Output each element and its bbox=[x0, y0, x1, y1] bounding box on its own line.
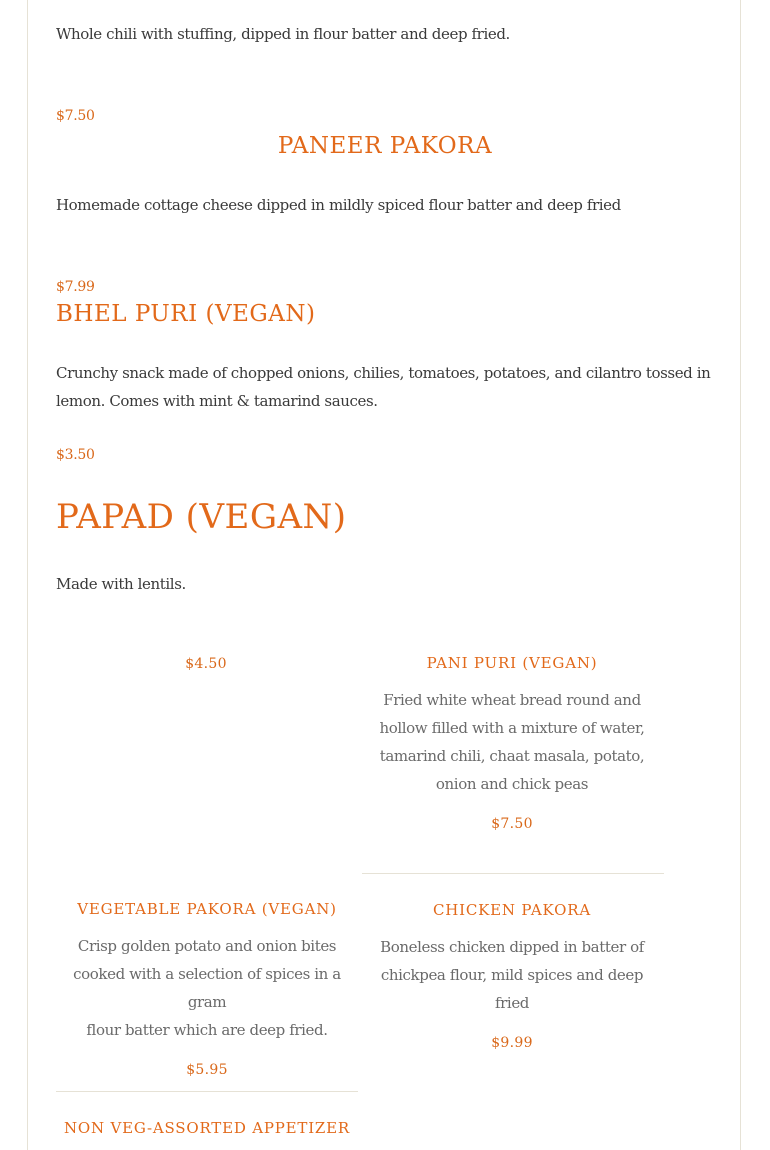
non-veg-assorted-card bbox=[56, 1119, 358, 1137]
chicken-pakora-card bbox=[362, 901, 662, 1051]
pani-puri-description-line: Fried white wheat bread round and bbox=[383, 691, 641, 709]
paneer-pakora-description: Homemade cottage cheese dipped in mildly spiced flour batter and deep fried bbox=[56, 196, 621, 214]
paneer-pakora-price: $7.99 bbox=[56, 279, 95, 295]
papad-title: PAPAD (VEGAN) bbox=[56, 497, 347, 537]
papad-price: $4.50 bbox=[185, 656, 227, 672]
chicken-pakora-description bbox=[362, 933, 662, 1017]
pani-puri-description-line: hollow filled with a mixture of water, bbox=[379, 719, 645, 737]
chili-description: Whole chili with stuffing, dipped in flour batter and deep fried. bbox=[56, 25, 510, 43]
chicken-pakora-description-line: Boneless chicken dipped in batter of bbox=[380, 938, 644, 956]
vegetable-pakora-title: VEGETABLE PAKORA (VEGAN) bbox=[77, 900, 337, 918]
papad-price-cell bbox=[56, 656, 356, 672]
pani-puri-description bbox=[362, 686, 662, 798]
vegetable-pakora-divider bbox=[56, 1091, 358, 1092]
pani-puri-price: $7.50 bbox=[491, 816, 533, 832]
non-veg-assorted-title: NON VEG-ASSORTED APPETIZER bbox=[64, 1119, 350, 1137]
vegetable-pakora-card bbox=[56, 900, 358, 1078]
papad-description: Made with lentils. bbox=[56, 575, 186, 593]
chicken-pakora-price: $9.99 bbox=[491, 1035, 533, 1051]
pani-puri-divider bbox=[362, 873, 664, 874]
vegetable-pakora-price: $5.95 bbox=[186, 1062, 228, 1078]
paneer-pakora-title: PANEER PAKORA bbox=[277, 133, 493, 159]
chili-price: $7.50 bbox=[56, 108, 95, 124]
vegetable-pakora-description-line: Crisp golden potato and onion bites bbox=[77, 937, 337, 955]
pani-puri-description-line: onion and chick peas bbox=[435, 775, 589, 793]
pani-puri-description-line: tamarind chili, chaat masala, potato, bbox=[379, 747, 645, 765]
bhel-puri-description-line-2: lemon. Comes with mint & tamarind sauces. bbox=[56, 392, 378, 410]
bhel-puri-price: $3.50 bbox=[56, 447, 95, 463]
vegetable-pakora-description bbox=[56, 932, 358, 1044]
bhel-puri-title: BHEL PURI (VEGAN) bbox=[56, 301, 316, 327]
vegetable-pakora-description-line: flour batter which are deep fried. bbox=[86, 1021, 328, 1039]
chicken-pakora-description-line: chickpea flour, mild spices and deep fried bbox=[380, 966, 644, 1012]
chicken-pakora-title: CHICKEN PAKORA bbox=[433, 901, 591, 919]
vegetable-pakora-description-line: cooked with a selection of spices in a gram bbox=[73, 965, 341, 1011]
pani-puri-title: PANI PURI (VEGAN) bbox=[426, 654, 598, 672]
pani-puri-card bbox=[362, 654, 662, 832]
bhel-puri-description-line-1: Crunchy snack made of chopped onions, chilies, tomatoes, potatoes, and cilantro tossed in bbox=[56, 364, 711, 382]
